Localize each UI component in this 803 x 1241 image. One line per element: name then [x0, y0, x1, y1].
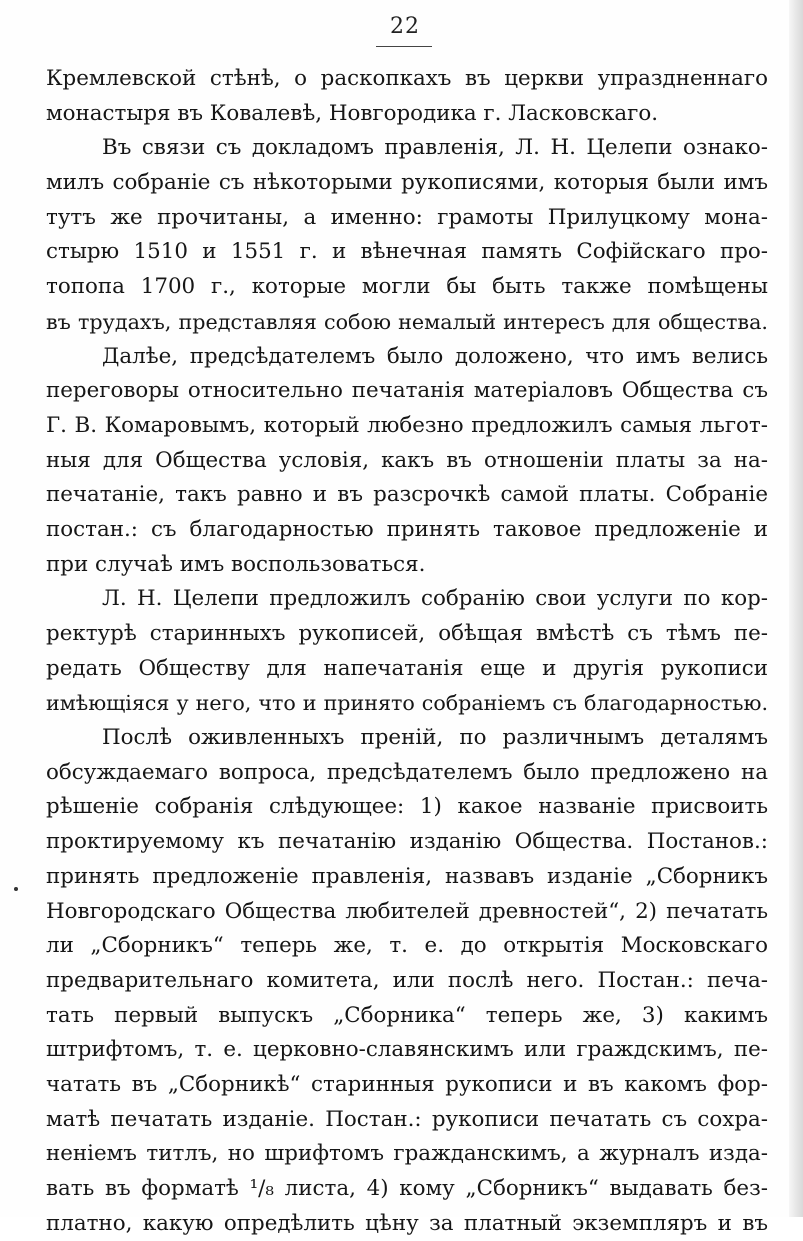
text-line: переговоры относительно печатанія матеріаловъ Общества съ	[46, 378, 768, 404]
text-line: проктируемому къ печатанію изданію Общества. Постанов.:	[46, 829, 768, 855]
text-line: штрифтомъ, т. е. церковно-славянскимъ или граждскимъ, пе-	[46, 1037, 768, 1063]
text-line: редать Обществу для напечатанія еще и другія рукописи	[46, 655, 768, 681]
text-line: принять предложеніе правленія, назвавъ изданіе „Сборникъ	[46, 863, 768, 889]
text-line: рѣшеніе собранія слѣдующее: 1) какое названіе присвоить	[46, 794, 768, 820]
text-line: тать первый выпускъ „Сборника“ теперь же, 3) какимъ	[46, 1002, 768, 1028]
text-line: платно, какую опредѣлить цѣну за платный экземпляръ и въ	[46, 1210, 768, 1236]
text-line: тутъ же прочитаны, а именно: грамоты Прилуцкому мона-	[46, 204, 768, 230]
text-line: чатать въ „Сборникѣ“ старинныя рукописи и въ какомъ фор-	[46, 1071, 768, 1097]
text-line: вать въ форматѣ ¹/₈ листа, 4) кому „Сборникъ“ выдавать без-	[46, 1176, 768, 1201]
text-line: предварительнаго комитета, или послѣ него. Постан.: печа-	[46, 967, 768, 993]
text-line: Послѣ оживленныхъ преній, по различнымъ деталямъ	[102, 725, 768, 751]
text-line: стырю 1510 и 1551 г. и вѣнечная память Софійскаго про-	[46, 239, 768, 265]
text-line: Въ связи съ докладомъ правленія, Л. Н. Целепи ознако-	[102, 135, 768, 161]
text-line: Новгородскаго Общества любителей древностей“, 2) печатать	[46, 898, 768, 924]
page-number-underline	[376, 46, 432, 47]
text-line: матѣ печатать изданіе. Постан.: рукописи печатать съ сохра-	[46, 1106, 768, 1132]
page-number: 22	[390, 14, 420, 39]
text-line: монастыря въ Ковалевѣ, Новгородика г. Ласковскаго.	[46, 100, 659, 126]
text-line: въ трудахъ, представляя собою немалый интересъ для общества.	[46, 309, 768, 334]
text-line: ли „Сборникъ“ теперь же, т. е. до открытія Московскаго	[46, 933, 768, 959]
text-line: Л. Н. Целепи предложилъ собранію свои услуги по кор-	[102, 586, 768, 612]
text-line: печатаніе, такъ равно и въ разсрочкѣ самой платы. Собраніе	[46, 482, 768, 508]
text-line: ныя для Общества условія, какъ въ отношеніи платы за на-	[46, 447, 768, 473]
text-line: ректурѣ старинныхъ рукописей, обѣщая вмѣстѣ съ тѣмъ пе-	[46, 621, 768, 646]
text-line: Кремлевской стѣнѣ, о раскопкахъ въ церкви упраздненнаго	[46, 66, 768, 91]
text-line: милъ собраніе съ нѣкоторыми рукописями, которыя были имъ	[46, 170, 768, 196]
text-line: при случаѣ имъ воспользоваться.	[46, 551, 426, 577]
text-line: Далѣе, предсѣдателемъ было доложено, что имъ велись	[102, 343, 768, 369]
body-text	[46, 62, 768, 1241]
margin-ink-dot	[14, 887, 18, 891]
text-line: имѣющіяся у него, что и принято собраніемъ съ благодарностью.	[46, 691, 768, 716]
text-line: топопа 1700 г., которые могли бы быть также помѣщены	[46, 274, 768, 300]
text-line: обсуждаемаго вопроса, предсѣдателемъ было предложено на	[46, 759, 768, 785]
text-line: Г. В. Комаровымъ, который любезно предложилъ самыя льгот-	[46, 412, 768, 438]
text-line: неніемъ титлъ, но шрифтомъ гражданскимъ, а журналъ изда-	[46, 1141, 768, 1167]
text-line: постан.: съ благодарностью принять таковое предложеніе и	[46, 516, 768, 542]
page-edge-shadow	[789, 0, 803, 1217]
